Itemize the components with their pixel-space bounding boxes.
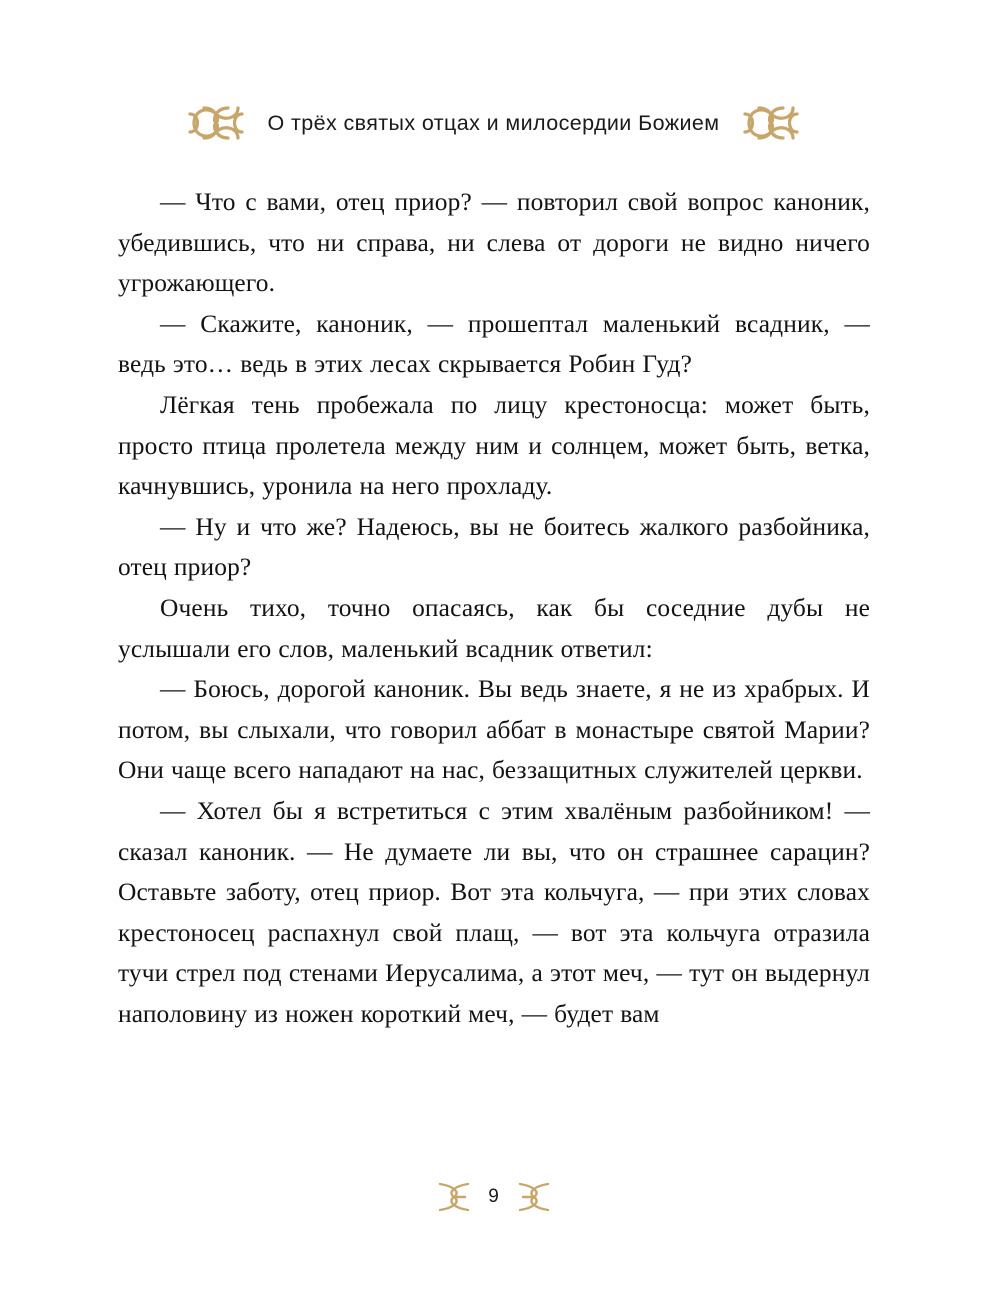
leaf-ornament-left-icon bbox=[435, 1180, 473, 1214]
paragraph: Очень тихо, точно опасаясь, как бы соседние дубы не услышали его слов, маленький всадник ответил: bbox=[118, 593, 870, 663]
paragraph: — Скажите, каноник, — прошептал маленький всадник, — ведь это… ведь в этих лесах скрывается Робин Гуд? bbox=[118, 309, 870, 379]
running-head bbox=[112, 92, 875, 154]
body-text bbox=[118, 182, 870, 1034]
celtic-knot-ornament-left-icon bbox=[186, 100, 246, 146]
page-footer bbox=[0, 1180, 987, 1214]
paragraph: — Ну и что же? Надеюсь, вы не боитесь жалкого разбойника, отец приор? bbox=[118, 512, 870, 582]
paragraph: — Что с вами, отец приор? — повторил свой вопрос каноник, убедившись, что ни справа, ни слева от дороги не видно ничего угрожающего. bbox=[118, 188, 870, 298]
paragraph: Лёгкая тень пробежала по лицу крестоносца: может быть, просто птица пролетела между ним и солнцем, может быть, ветка, качнувшись, уронила на него прохладу. bbox=[118, 390, 870, 501]
page-title: О трёх святых отцах и милосердии Божием bbox=[267, 110, 720, 135]
celtic-knot-ornament-right-icon bbox=[741, 100, 801, 146]
paragraph: — Боюсь, дорогой каноник. Вы ведь знаете, я не из храбрых. И потом, вы слыхали, что говорил аббат в монастыре святой Марии? Они чаще всего нападают на нас, беззащитных служителей церкви. bbox=[118, 675, 870, 785]
page-number: 9 bbox=[488, 1186, 499, 1207]
paragraph: — Хотел бы я встретиться с этим хвалёным разбойником! — сказал каноник. — Не думаете ли вы, что он страшнее сарацин? Оставьте заботу, отец приор. Вот эта кольчуга, — при этих словах крестоносец распахнул свой плащ, — вот эта кольчуга отразила тучи стрел под стенами Иерусалима, а этот меч, — тут он выдернул наполовину из ножен короткий меч, — будет вам bbox=[118, 796, 870, 1028]
leaf-ornament-right-icon bbox=[515, 1180, 553, 1214]
